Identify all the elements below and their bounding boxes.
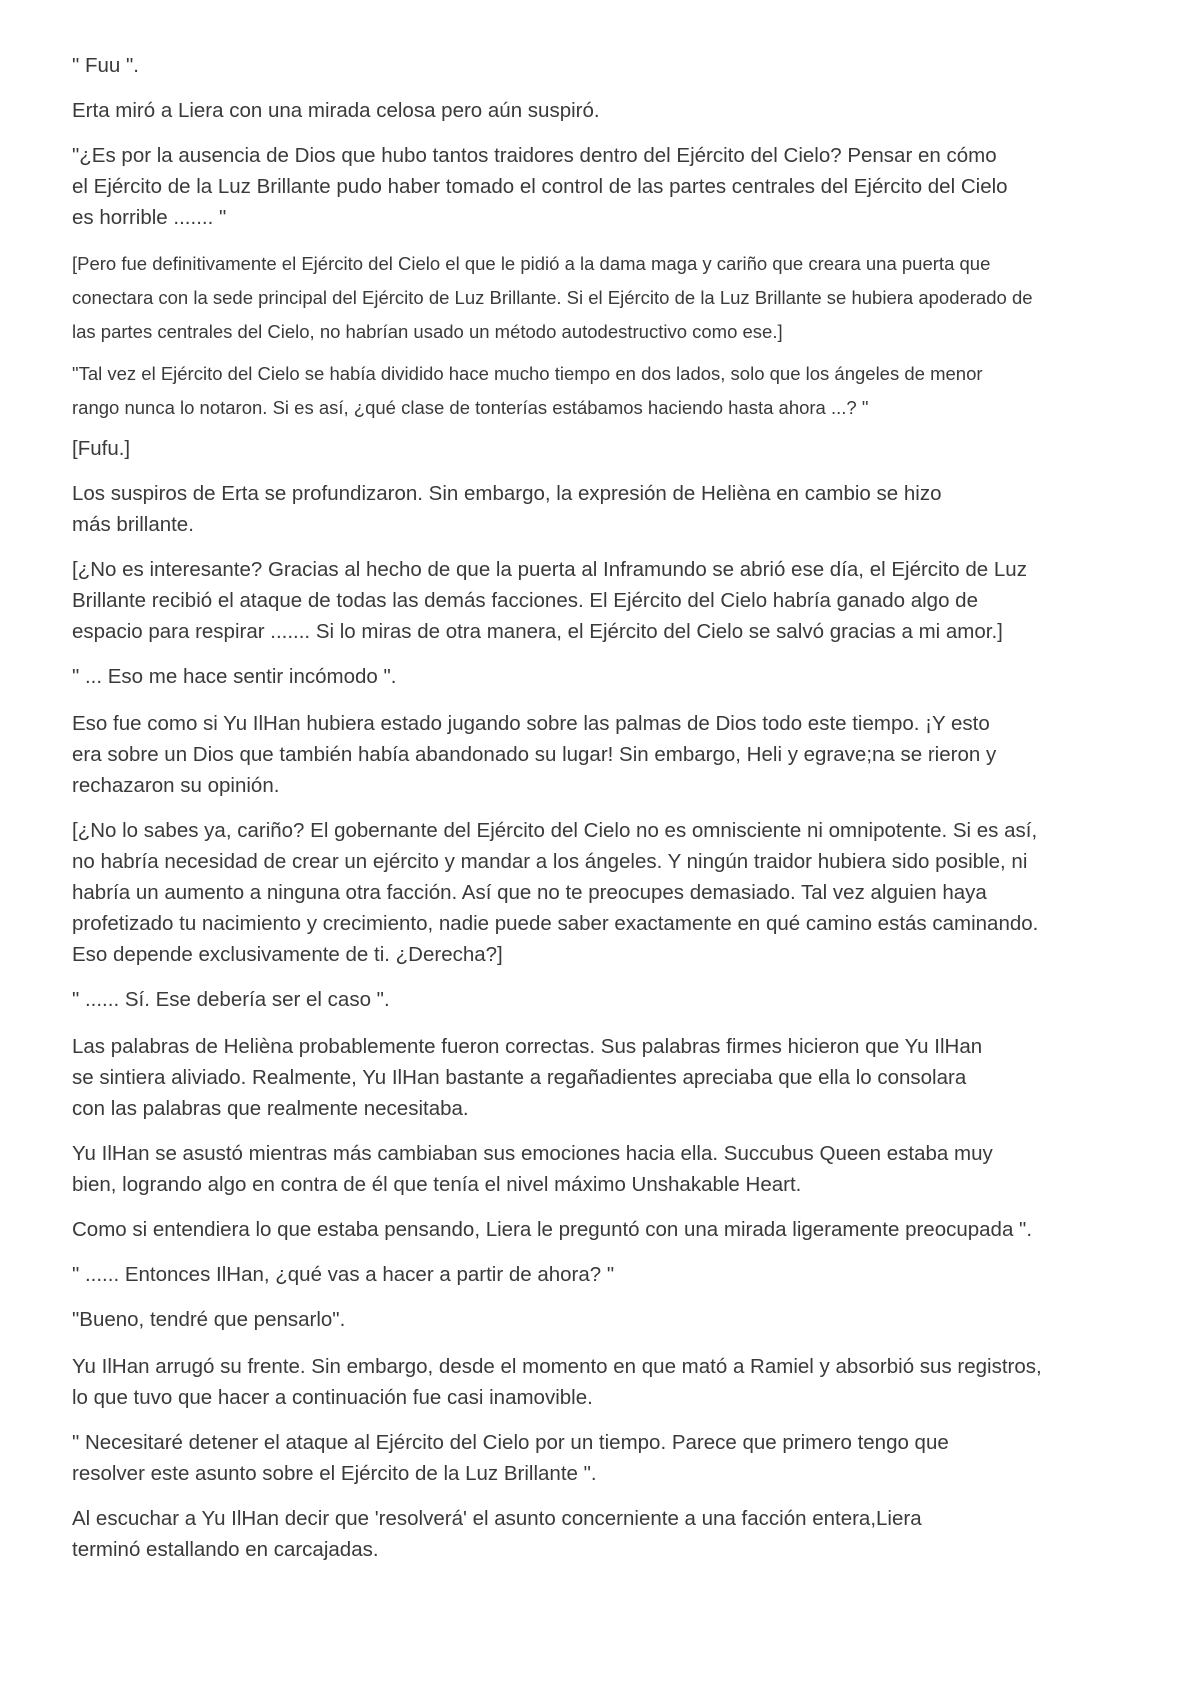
paragraph: [Fufu.] <box>72 437 131 460</box>
paragraph: "Tal vez el Ejército del Cielo se había dividido hace mucho tiempo en dos lados, solo que los ángeles de menor rango nunca lo notaron. Si es así, ¿qué clase de tonterías estábamos haciendo hasta ahora ...? " <box>72 363 983 418</box>
paragraph: Los suspiros de Erta se profundizaron. Sin embargo, la expresión de Helièna en cambio se hizo más brillante. <box>72 482 942 536</box>
document-page <box>72 50 1122 1579</box>
paragraph: Yu IlHan arrugó su frente. Sin embargo, desde el momento en que mató a Ramiel y absorbió sus registros, lo que tuvo que hacer a continuación fue casi inamovible. <box>72 1355 1042 1409</box>
paragraph: Las palabras de Helièna probablemente fueron correctas. Sus palabras firmes hicieron que Yu IlHan se sintiera aliviado. Realmente, Yu IlHan bastante a regañadientes apreciaba que ella lo consolara con las palabras que realmente necesitaba. <box>72 1035 983 1120</box>
paragraph: "Bueno, tendré que pensarlo". <box>72 1308 346 1331</box>
paragraph: Yu IlHan se asustó mientras más cambiaban sus emociones hacia ella. Succubus Queen estaba muy bien, logrando algo en contra de él que tenía el nivel máximo Unshakable Heart. <box>72 1142 993 1196</box>
paragraph: Eso fue como si Yu IlHan hubiera estado jugando sobre las palmas de Dios todo este tiempo. ¡Y esto era sobre un Dios que también había abandonado su lugar! Sin embargo, Heli y egrave;na se rieron y rechazaron su opinión. <box>72 712 997 797</box>
paragraph: Erta miró a Liera con una mirada celosa pero aún suspiró. <box>72 99 600 122</box>
paragraph: " Necesitaré detener el ataque al Ejército del Cielo por un tiempo. Parece que primero tengo que resolver este asunto sobre el Ejército de la Luz Brillante ". <box>72 1431 949 1485</box>
paragraph: [¿No lo sabes ya, cariño? El gobernante del Ejército del Cielo no es omnisciente ni omnipotente. Si es así, no habría necesidad de crear un ejército y mandar a los ángeles. Y ningún traidor hubiera sido posible, ni habría un aumento a ninguna otra facción. Así que no te preocupes demasiado. Tal vez alguien haya profetizado tu nacimiento y crecimiento, nadie puede saber exactamente en qué camino estás caminando. Eso depende exclusivamente de ti. ¿Derecha?] <box>72 819 1039 966</box>
paragraph: [Pero fue definitivamente el Ejército del Cielo el que le pidió a la dama maga y cariño que creara una puerta que conectara con la sede principal del Ejército de Luz Brillante. Si el Ejército de la Luz Brillante se hubiera apoderado de las partes centrales del Cielo, no habrían usado un método autodestructivo como ese.] <box>72 253 1033 342</box>
paragraph: " Fuu ". <box>72 54 139 77</box>
paragraph: Al escuchar a Yu IlHan decir que 'resolverá' el asunto concerniente a una facción entera,Liera terminó estallando en carcajadas. <box>72 1507 922 1561</box>
paragraph: Como si entendiera lo que estaba pensando, Liera le preguntó con una mirada ligeramente preocupada ". <box>72 1218 1033 1241</box>
paragraph: " ...... Entonces IlHan, ¿qué vas a hacer a partir de ahora? " <box>72 1263 615 1286</box>
paragraph: " ... Eso me hace sentir incómodo ". <box>72 665 397 688</box>
paragraph: " ...... Sí. Ese debería ser el caso ". <box>72 988 390 1011</box>
paragraph: "¿Es por la ausencia de Dios que hubo tantos traidores dentro del Ejército del Cielo? Pensar en cómo el Ejército de la Luz Brillante pudo haber tomado el control de las partes centrales del Ejército del Cielo es horrible ....... " <box>72 144 1008 229</box>
paragraph: [¿No es interesante? Gracias al hecho de que la puerta al Inframundo se abrió ese día, el Ejército de Luz Brillante recibió el ataque de todas las demás facciones. El Ejército del Cielo habría ganado algo de espacio para respirar ....... Si lo miras de otra manera, el Ejército del Cielo se salvó gracias a mi amor.] <box>72 558 1027 643</box>
